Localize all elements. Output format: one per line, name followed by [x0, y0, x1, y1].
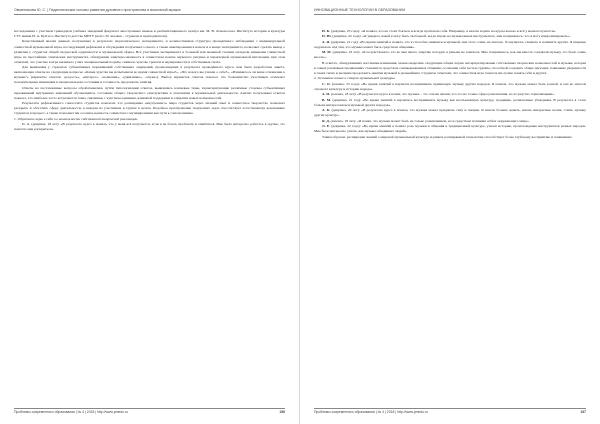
paragraph: исследования с участием тринадцати учебных заведений факультет иностранных языков и реабилитационного центра им. М. В. Ломоносова, Института истории и культуры ГТУ имени Н. А. Булгаса, Института детства МПГУ (всего 50 человек – студенты и преподаватели). [14, 29, 285, 39]
paragraph: Я. Д. (юноша, 18 лет): «Я понял, что музыка может быть не только развлечением, но и средством познания себя и окружающего мира». [322, 118, 530, 123]
paragraph: 1. Обретение веры в себя и в возможности собственной творческой реализации. [14, 116, 139, 121]
paragraph: Л. Е. (девушка, 22 года): «Во время занятий я поняла роль музыки и общения в традиционной культуре, узнала историю, происхождение инструментов разных народов. Мне было интересно узнать, как музыка объединяет людей». [314, 124, 586, 134]
paragraph: В ответах, обнаруживших наставшие изменения, можно выделить следующие общие черты: интерпретирование собственных творческих возможностей и музыки, которая в самых различных проявлениях становится средством самовыражения и общения; осознание себя частью группы, способной создавать общее звучание; появление уверенности в своих силах и желание продолжать занятия музыкой в дальнейшем. Студенты отмечали, что совместная игра помогла им лучше понять себя и других. [314, 60, 586, 75]
paragraph: А. К. (девушка, 20 лет): «В результате курса я поняла, что музыка может придавать силу и эмоции. Я начала больше ценить, искать интересные песни, стихи, музыку других культур». [314, 108, 586, 118]
paragraph: М. М. (девушка, 19 лет): «Я почувствовала, что во мне много энергии, которую я раньше не замечала. Мне понравилось, как мы вместе создавали музыку, это было очень весело». [314, 50, 586, 60]
left-page-number: 196 [279, 410, 285, 414]
paragraph: Ответы на поставленные вопросы обрабатывались путём типологизации ответов, выявлялись ключевые темы, характеризующие различные стороны субъективных переживаний внутренних изменений обучающихся, состояние общего творческого самочувствия и отношения к музыкальной деятельности. Анализ полученных ответов показал, что наиболее часто встречаются темы, связанные с чувством единения, взаимной поддержки и открытия новых возможностей. [14, 85, 285, 100]
right-footer-journal: Проблемы современного образования | № 4 | 2018 | http://www.pmedu.ru [314, 410, 429, 414]
paragraph: Н. К. (девушка, 23 года): «Я поняла, что не стоит бояться и всегда пробовать себя. Например, я начала ходить на курсы вокала и всё у меня получается». [322, 29, 557, 33]
paragraph: А. Я. (девушка, 21 год): «Во время занятий я поняла, что я способна заниматься музыкой, мне этого очень не хватало. Я научилась слышать и понимать других. Я впервые задумалась над тем, что музыка может быть средством общения». [314, 39, 586, 49]
paragraph: Качественный анализ данных, полученных в результате педагогического эксперимента, и количественная структура проведённого наблюдения с индивидуальной совместной музыкальной игры, последующий рефлексии и обсуждения полученного опыта, а также анкетирования в начале и в конце эксперимента, позволяет сделать вывод о развитии у студентов общей творческой одарённости и музыкальной сферы. Все участники эксперимента в большей или меньшей степени овладели навыками совместной игры на простейших этнических инструментах, обнаружили заинтересованность в совместном поиске звукового рисунка и характерной музыкальной интонации, при этом отмечали, что участие в игре вызывало у них эмоциональный подъём, снижало чувство тревоги и неуверенности в собственных силах. [14, 39, 285, 64]
left-footer-journal: Проблемы современного образования | № 4 | 2018 | http://www.pmedu.ru [14, 410, 129, 414]
right-running-header: ИННОВАЦИОННЫЕ ТЕХНОЛОГИИ В ОБРАЗОВАНИИ [314, 6, 586, 15]
paragraph: Таким образом, расширение знаний о мировой музыкальной культуре и рамках расширяемой технологии способствует более глубокому восприятию и пониманию [322, 134, 572, 139]
left-page-footer [14, 408, 285, 416]
paragraph: В. М. (девушка, 21 год): «Во время занятий я научилась воспринимать музыку как неотъемлемую культуру, традицию, религиозные убеждения. В результате я стала больше интересоваться музыкой других народов». [314, 97, 586, 107]
right-page [300, 0, 600, 424]
right-page-number: 197 [580, 410, 586, 414]
paragraph: П. Ю. (девушка, 22 года): «Я увидела, какой я могу быть свободной, когда играю на музыкальных инструментах, мне понравилось, что я могу импровизировать». [322, 34, 571, 39]
paragraph: С. О. (юноша, 23 года): «Во время занятий я научился воспринимать привычную музыку других народов. Я поняла, что музыка может быть разной, и она во многом отражает культуру и историю народа». [314, 81, 586, 91]
right-page-body [314, 29, 586, 397]
paragraph: 2. Осознание новых и сторон музыкальной культуры. [314, 76, 396, 81]
left-page-body [14, 29, 285, 397]
right-page-footer [314, 408, 586, 416]
paragraph: А. И. (юноша, 18 лет): «В результате курса я понял, что музыка – это основа жизни, что это не только сфера развлечения, но и средство гармонизации». [322, 92, 555, 97]
paragraph: Для выявления у студентов субъективных переживаний собственных ощущений, произошедших в результате проведённого курса, нам была разработана анкета, включающая ответы на следующие вопросы: «Какие чувства вы испытывали во время совместной игры?», «Что нового вы узнали о себе?», «Изменилось ли ваше отношение к музыке?» (варианты ответов: «радость», «интерес», «волнение», «удивление», «скука»). Выбор вариантов ответов показал, что большинство участников отмечают положительные изменения в эмоциональном состоянии и готовность продолжать занятия. [14, 65, 285, 85]
paragraph: Результаты рефлексивного самоотчёта студентов показали, что расширение «внутреннего» мира студентов через личный опыт и совместное творчество позволяет раскрыть и обогатить сферу деятельности, в каждом из участников и группе в целом. Подобное преображение творческих задач способствует естественному вовлечению студентов в процесс, а также позволяет им осознать ценность совместного музицирования как пути к самопознанию. [14, 101, 285, 116]
paragraph: П. А. (девушка, 18 лет): «В результате курса я поняла, что у меня всё получается, если я не боюсь пробовать и ошибаться. Мне было интересно работать в группе, это помогло мне раскрыться». [14, 122, 285, 132]
left-running-header: Овчинникова Ю. С. | Педагогические основы развития духовного пространства в вокальной музыке [14, 6, 285, 15]
